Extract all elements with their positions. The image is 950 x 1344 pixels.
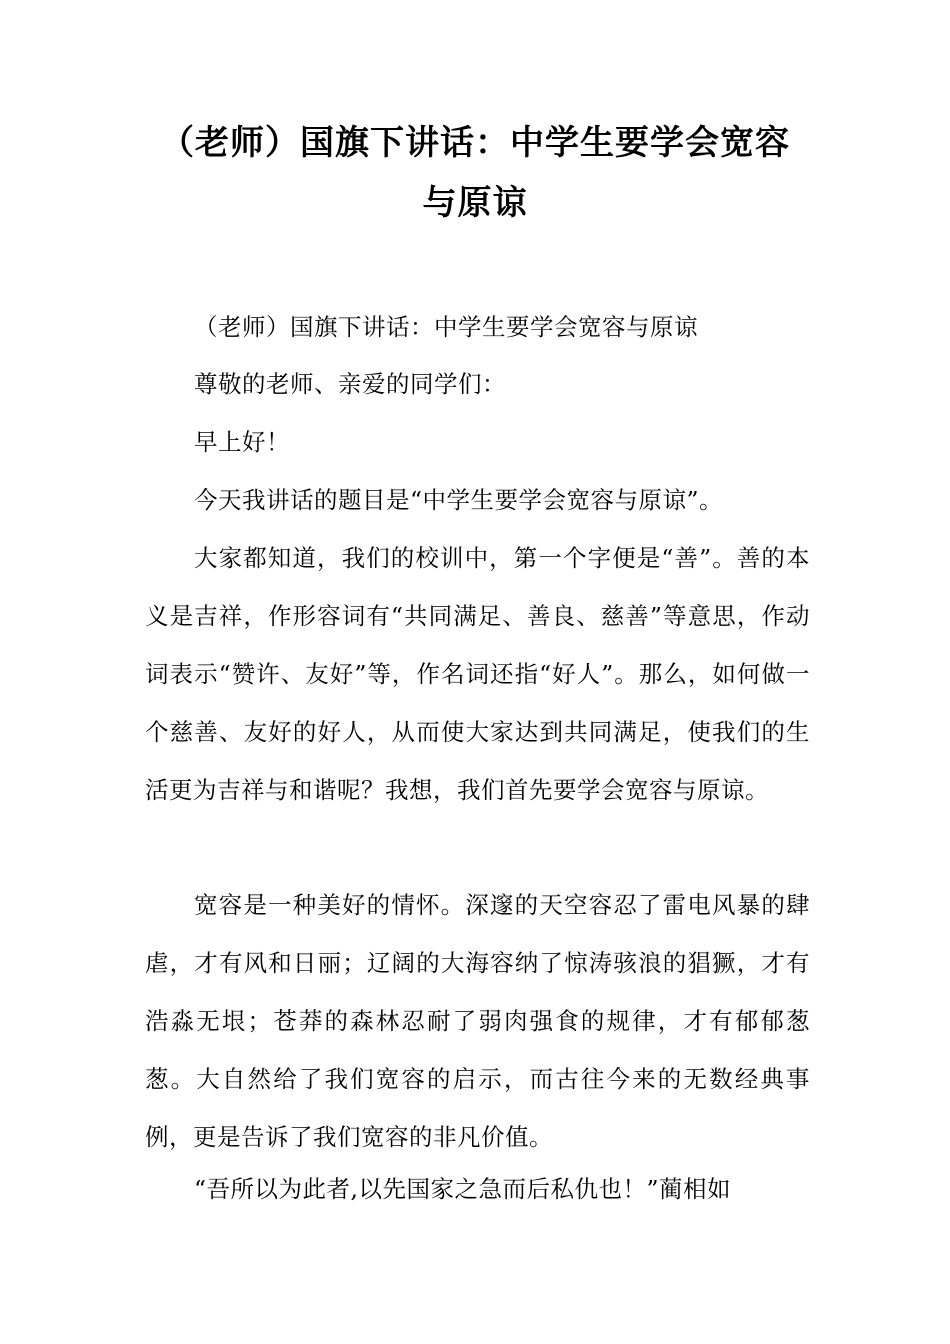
subtitle-paragraph: （老师）国旗下讲话：中学生要学会宽容与原谅 bbox=[194, 313, 698, 341]
body-paragraph-1: 大家都知道，我们的校训中，第一个字便是“善”。善的本义是吉祥，作形容词有“共同满足、善良、慈善”等意思，作动词表示“赞许、友好”等，作名词还指“好人”。那么，如何做一个慈善、友好的好人，从而使大家达到共同满足，使我们的生活更为吉祥与和谐呢？我想，我们首先要学会宽容与原谅。 bbox=[145, 544, 810, 804]
greeting-paragraph: 尊敬的老师、亲爱的同学们： bbox=[194, 370, 506, 398]
morning-paragraph: 早上好！ bbox=[194, 428, 290, 456]
topic-paragraph: 今天我讲话的题目是“中学生要学会宽容与原谅”。 bbox=[194, 486, 724, 514]
document-title-line-1: （老师）国旗下讲话：中学生要学会宽容 bbox=[160, 123, 790, 163]
body-paragraph-2: 宽容是一种美好的情怀。深邃的天空容忍了雷电风暴的肆虐，才有风和日丽；辽阔的大海容纳了惊涛骇浪的猖獗，才有浩淼无垠；苍莽的森林忍耐了弱肉强食的规律，才有郁郁葱葱。大自然给了我们宽容的启示，而古往今来的无数经典事例，更是告诉了我们宽容的非凡价值。 bbox=[145, 891, 810, 1151]
body-paragraph-3: “吾所以为此者,以先国家之急而后私仇也！”蔺相如 bbox=[194, 1175, 731, 1203]
document-title-line-2: 与原谅 bbox=[422, 183, 528, 223]
